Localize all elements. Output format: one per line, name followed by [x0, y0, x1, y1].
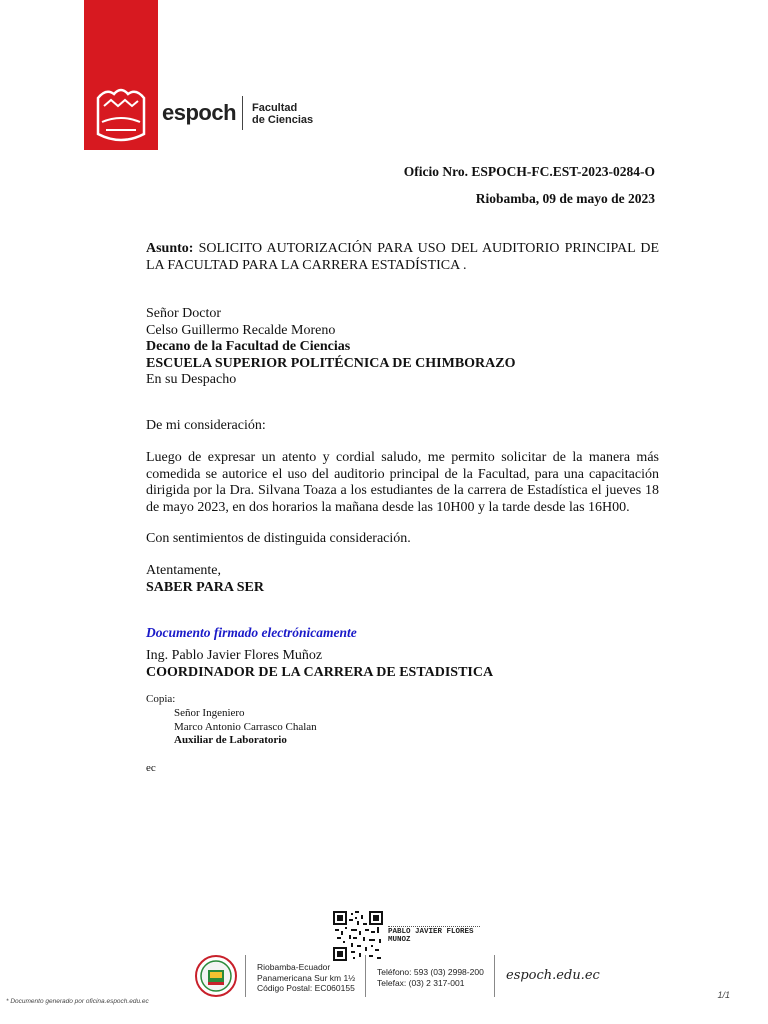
address-line-1: Riobamba-Ecuador — [257, 962, 331, 972]
generated-note: * Documento generado por oficina.espoch.edu.ec — [6, 998, 149, 1005]
qr-divider — [388, 926, 480, 927]
espoch-logo-icon — [84, 0, 158, 150]
qr-code-icon — [333, 911, 383, 961]
subject-label: Asunto: — [146, 241, 194, 256]
qr-signer-line-2: MUNOZ — [388, 936, 411, 944]
brand-divider — [242, 96, 243, 130]
fax: Telefax: (03) 2 317-001 — [377, 977, 465, 988]
brand-wordmark — [162, 100, 314, 126]
brand-name: espoch — [162, 100, 237, 125]
address-line-2: Panamericana Sur km 1½ — [257, 972, 356, 983]
oficio-number: Oficio Nro. ESPOCH-FC.EST-2023-0284-O — [403, 164, 655, 179]
copy-role: Auxiliar de Laboratorio — [174, 734, 287, 746]
electronic-signature-note: Documento firmado electrónicamente — [146, 625, 357, 640]
regards: Atentamente, — [146, 563, 222, 578]
subject — [146, 241, 659, 274]
subject-text: SOLICITO AUTORIZACIÓN PARA USO DEL AUDITORIO PRINCIPAL DE LA FACULTAD PARA LA CARRERA ESTADÍSTICA . — [146, 241, 659, 273]
signer-block — [146, 648, 659, 681]
signature-block — [146, 563, 659, 596]
footer-divider-1 — [245, 955, 246, 997]
recipient-location: En su Despacho — [146, 372, 237, 387]
recipient-block — [146, 306, 659, 389]
recipient-institution: ESCUELA SUPERIOR POLITÉCNICA DE CHIMBORAZO — [146, 355, 516, 371]
qr-signer-line-1: PABLO JAVIER FLORES — [388, 928, 474, 936]
copy-block — [174, 707, 317, 748]
greeting: De mi consideración: — [146, 418, 266, 433]
signer-name: Ing. Pablo Javier Flores Muñoz — [146, 648, 323, 663]
qr-signer-name — [388, 928, 488, 944]
footer-address — [257, 962, 355, 994]
recipient-role: Decano de la Facultad de Ciencias — [146, 339, 351, 354]
website-link[interactable]: espoch.edu.ec — [506, 968, 600, 983]
address-line-3: Código Postal: EC060155 — [257, 983, 355, 993]
place-date: Riobamba, 09 de mayo de 2023 — [475, 191, 655, 206]
closing-line: Con sentimientos de distinguida consideración. — [146, 531, 411, 546]
faculty-line-1: Facultad — [252, 102, 298, 114]
footer-contact — [377, 967, 484, 988]
faculty-line-2: de Ciencias — [252, 114, 314, 126]
page-number: 1/1 — [717, 990, 730, 1000]
footer-divider-2 — [365, 955, 366, 997]
recipient-title: Señor Doctor — [146, 306, 222, 321]
motto: SABER PARA SER — [146, 579, 264, 595]
copy-name: Marco Antonio Carrasco Chalan — [174, 720, 317, 733]
phone: Teléfono: 593 (03) 2998-200 — [377, 967, 484, 977]
copy-title: Señor Ingeniero — [174, 707, 245, 719]
seal-icon — [194, 954, 238, 998]
recipient-name: Celso Guillermo Recalde Moreno — [146, 322, 336, 338]
copy-label: Copia: — [146, 693, 176, 705]
body-paragraph: Luego de expresar un atento y cordial saludo, me permito solicitar de la manera más comedida se autorice el uso del auditorio principal de la Facultad, para una capacitación dirigida por la Dra. Silvana Toaza a los estudiantes de la carrera de Estadística el jueves 18 de mayo 2023, en dos horarios la mañana desde las 10H00 y la tarde desde las 16H00. — [146, 450, 659, 515]
header-banner — [84, 0, 158, 150]
faculty-label — [252, 102, 342, 126]
initials: ec — [146, 762, 156, 774]
footer-divider-3 — [494, 955, 495, 997]
signer-title: COORDINADOR DE LA CARRERA DE ESTADISTICA — [146, 664, 494, 680]
